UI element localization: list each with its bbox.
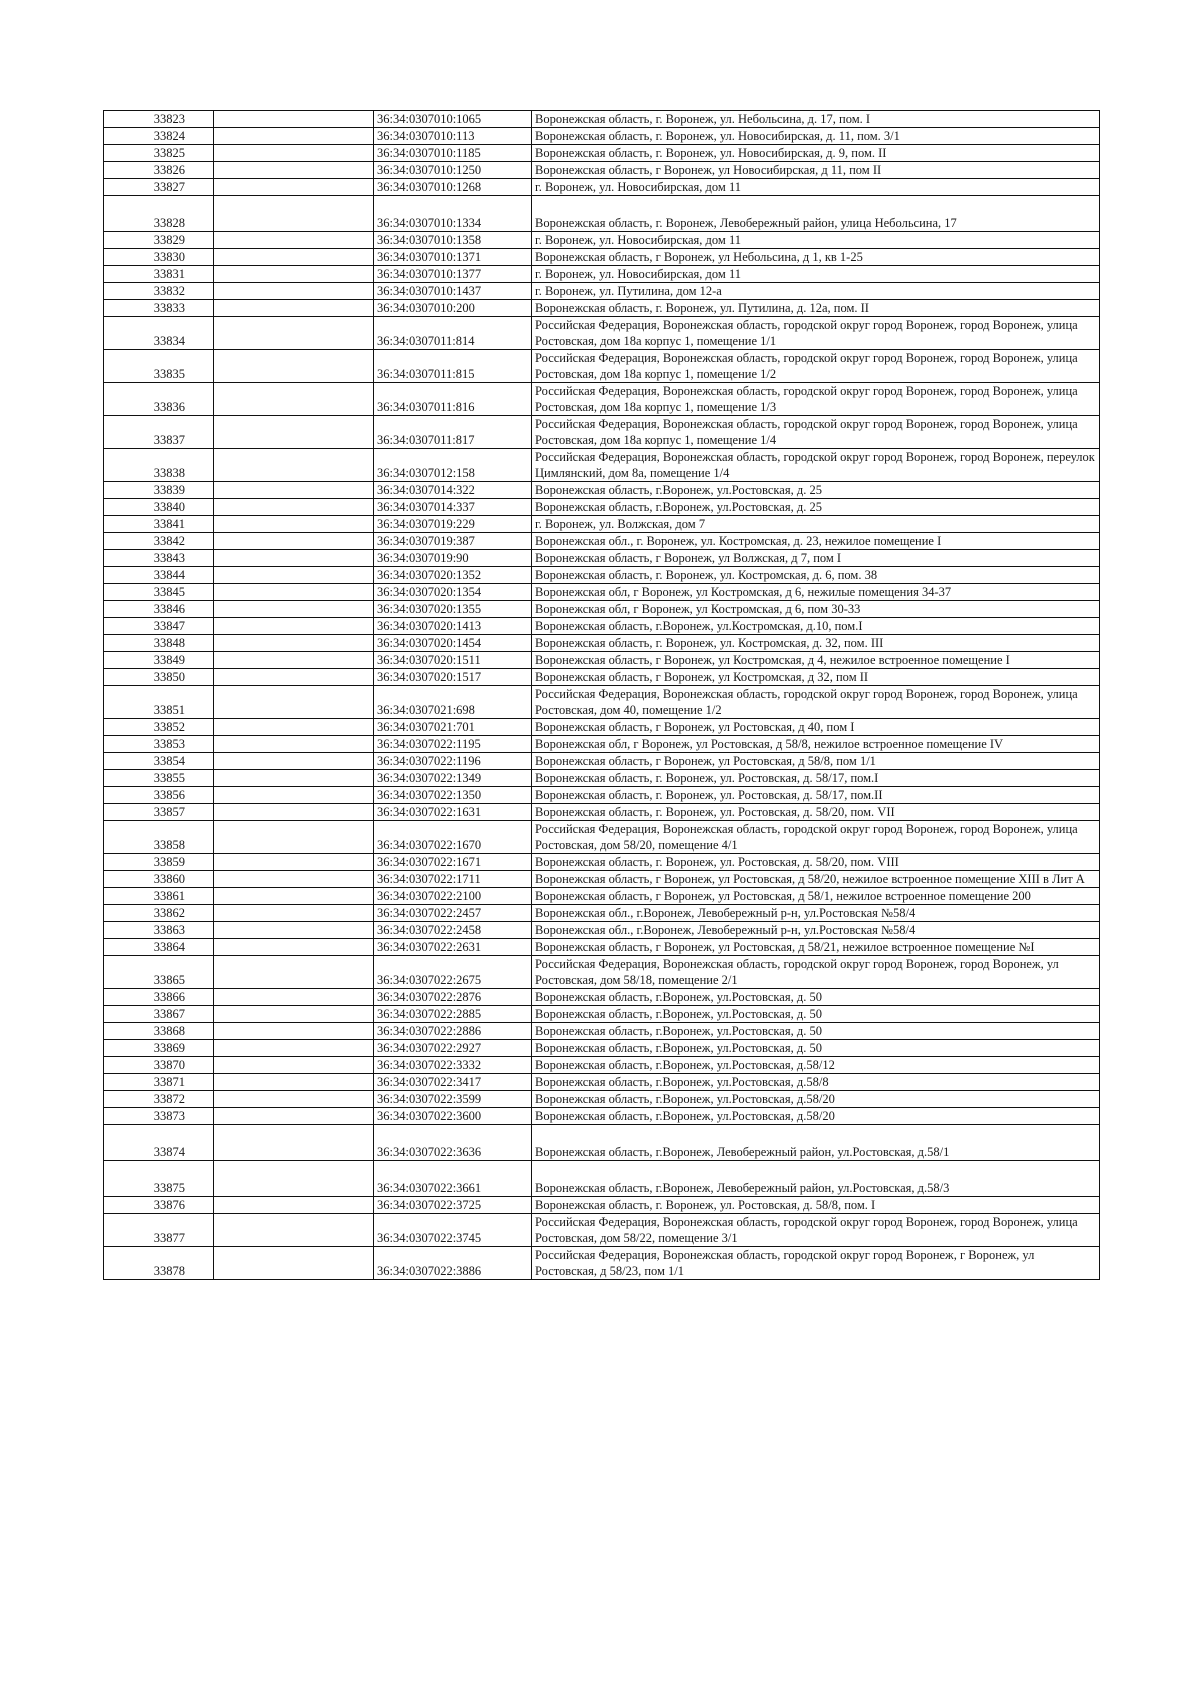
empty-cell (214, 1040, 374, 1057)
row-number-cell: 33872 (104, 1091, 214, 1108)
cadastral-number-cell: 36:34:0307014:322 (374, 482, 532, 499)
empty-cell (214, 1125, 374, 1161)
row-number-cell: 33859 (104, 854, 214, 871)
cadastral-number-cell: 36:34:0307010:1250 (374, 162, 532, 179)
table-row (104, 821, 1100, 854)
row-number-cell: 33855 (104, 770, 214, 787)
cadastral-number-cell: 36:34:0307022:3886 (374, 1247, 532, 1280)
table-row (104, 1247, 1100, 1280)
row-number-cell: 33877 (104, 1214, 214, 1247)
row-number-cell: 33858 (104, 821, 214, 854)
table-row (104, 482, 1100, 499)
row-number-cell: 33870 (104, 1057, 214, 1074)
table-row (104, 871, 1100, 888)
cadastral-number-cell: 36:34:0307014:337 (374, 499, 532, 516)
address-cell: Российская Федерация, Воронежская область, городской округ город Воронеж, город Воронеж, улица Ростовская, дом 18а корпус 1, помещение 1/4 (532, 416, 1100, 449)
row-number-cell: 33841 (104, 516, 214, 533)
cadastral-number-cell: 36:34:0307022:1195 (374, 736, 532, 753)
row-number-cell: 33837 (104, 416, 214, 449)
empty-cell (214, 601, 374, 618)
table-row (104, 533, 1100, 550)
empty-cell (214, 804, 374, 821)
table-row (104, 350, 1100, 383)
empty-cell (214, 922, 374, 939)
row-number-cell: 33847 (104, 618, 214, 635)
empty-cell (214, 635, 374, 652)
row-number-cell: 33826 (104, 162, 214, 179)
row-number-cell: 33845 (104, 584, 214, 601)
address-cell: Воронежская область, г.Воронеж, ул.Ростовская, д. 50 (532, 1040, 1100, 1057)
address-cell: Воронежская область, г. Воронеж, ул. Новосибирская, д. 9, пом. II (532, 145, 1100, 162)
row-number-cell: 33862 (104, 905, 214, 922)
address-cell: Воронежская область, г Воронеж, ул Волжская, д 7, пом I (532, 550, 1100, 567)
address-cell: Российская Федерация, Воронежская область, городской округ город Воронеж, город Воронеж, улица Ростовская, дом 58/22, помещение 3/1 (532, 1214, 1100, 1247)
empty-cell (214, 350, 374, 383)
address-cell: Воронежская область, г. Воронеж, ул. Путилина, д. 12а, пом. II (532, 300, 1100, 317)
cadastral-number-cell: 36:34:0307022:2885 (374, 1006, 532, 1023)
cadastral-number-cell: 36:34:0307010:1377 (374, 266, 532, 283)
address-cell: Воронежская область, г. Воронеж, ул. Небольсина, д. 17, пом. I (532, 111, 1100, 128)
address-cell: Российская Федерация, Воронежская область, городской округ город Воронеж, город Воронеж, улица Ростовская, дом 18а корпус 1, помещение 1/1 (532, 317, 1100, 350)
cadastral-number-cell: 36:34:0307020:1355 (374, 601, 532, 618)
table-row (104, 567, 1100, 584)
empty-cell (214, 686, 374, 719)
address-cell: Российская Федерация, Воронежская область, городской округ город Воронеж, город Воронеж, переулок Цимлянский, дом 8а, помещение 1/4 (532, 449, 1100, 482)
table-row (104, 652, 1100, 669)
empty-cell (214, 770, 374, 787)
cadastral-number-cell: 36:34:0307022:1631 (374, 804, 532, 821)
address-cell: Воронежская область, г. Воронеж, ул. Ростовская, д. 58/17, пом.I (532, 770, 1100, 787)
table-row (104, 804, 1100, 821)
table-row (104, 1125, 1100, 1161)
table-row (104, 383, 1100, 416)
address-cell: г. Воронеж, ул. Волжская, дом 7 (532, 516, 1100, 533)
table-row (104, 317, 1100, 350)
cadastral-number-cell: 36:34:0307022:3599 (374, 1091, 532, 1108)
empty-cell (214, 249, 374, 266)
table-row (104, 939, 1100, 956)
empty-cell (214, 266, 374, 283)
row-number-cell: 33874 (104, 1125, 214, 1161)
empty-cell (214, 787, 374, 804)
cadastral-number-cell: 36:34:0307022:1670 (374, 821, 532, 854)
empty-cell (214, 179, 374, 196)
row-number-cell: 33828 (104, 196, 214, 232)
address-cell: Воронежская область, г Воронеж, ул Ростовская, д 58/21, нежилое встроенное помещение №I (532, 939, 1100, 956)
row-number-cell: 33848 (104, 635, 214, 652)
cadastral-number-cell: 36:34:0307022:3600 (374, 1108, 532, 1125)
address-cell: г. Воронеж, ул. Новосибирская, дом 11 (532, 266, 1100, 283)
empty-cell (214, 871, 374, 888)
row-number-cell: 33868 (104, 1023, 214, 1040)
address-cell: Воронежская область, г.Воронеж, ул.Ростовская, д.58/20 (532, 1091, 1100, 1108)
table-row (104, 128, 1100, 145)
cadastral-number-cell: 36:34:0307022:1349 (374, 770, 532, 787)
empty-cell (214, 533, 374, 550)
address-cell: Воронежская область, г. Воронеж, Левобережный район, улица Небольсина, 17 (532, 196, 1100, 232)
address-cell: г. Воронеж, ул. Новосибирская, дом 11 (532, 179, 1100, 196)
row-number-cell: 33851 (104, 686, 214, 719)
address-cell: Воронежская обл., г. Воронеж, ул. Костромская, д. 23, нежилое помещение I (532, 533, 1100, 550)
empty-cell (214, 516, 374, 533)
table-row (104, 1057, 1100, 1074)
empty-cell (214, 550, 374, 567)
table-row (104, 787, 1100, 804)
address-cell: Российская Федерация, Воронежская область, городской округ город Воронеж, город Воронеж, улица Ростовская, дом 18а корпус 1, помещение 1/3 (532, 383, 1100, 416)
row-number-cell: 33843 (104, 550, 214, 567)
empty-cell (214, 1057, 374, 1074)
address-cell: Воронежская область, г. Воронеж, ул. Костромская, д. 6, пом. 38 (532, 567, 1100, 584)
cadastral-number-cell: 36:34:0307022:2886 (374, 1023, 532, 1040)
address-cell: Российская Федерация, Воронежская область, городской округ город Воронеж, город Воронеж, улица Ростовская, дом 40, помещение 1/2 (532, 686, 1100, 719)
address-cell: Воронежская область, г.Воронеж, Левобережный район, ул.Ростовская, д.58/1 (532, 1125, 1100, 1161)
empty-cell (214, 567, 374, 584)
cadastral-number-cell: 36:34:0307022:2675 (374, 956, 532, 989)
address-cell: Воронежская область, г Воронеж, ул Костромская, д 4, нежилое встроенное помещение I (532, 652, 1100, 669)
table-row (104, 1197, 1100, 1214)
table-row (104, 550, 1100, 567)
address-cell: Воронежская область, г. Воронеж, ул. Ростовская, д. 58/17, пом.II (532, 787, 1100, 804)
empty-cell (214, 145, 374, 162)
empty-cell (214, 196, 374, 232)
address-cell: Воронежская область, г.Воронеж, ул.Ростовская, д.58/20 (532, 1108, 1100, 1125)
cadastral-number-cell: 36:34:0307010:1185 (374, 145, 532, 162)
cadastral-number-cell: 36:34:0307020:1511 (374, 652, 532, 669)
empty-cell (214, 1074, 374, 1091)
cadastral-number-cell: 36:34:0307010:1437 (374, 283, 532, 300)
table-row (104, 989, 1100, 1006)
address-cell: Воронежская область, г Воронеж, ул Небольсина, д 1, кв 1-25 (532, 249, 1100, 266)
table-row (104, 753, 1100, 770)
empty-cell (214, 956, 374, 989)
cadastral-number-cell: 36:34:0307020:1517 (374, 669, 532, 686)
table-row (104, 1108, 1100, 1125)
property-registry-table (103, 110, 1100, 1280)
table-row (104, 854, 1100, 871)
cadastral-number-cell: 36:34:0307019:387 (374, 533, 532, 550)
registry-table-body (104, 111, 1100, 1280)
row-number-cell: 33869 (104, 1040, 214, 1057)
address-cell: Воронежская область, г.Воронеж, ул.Ростовская, д. 50 (532, 1023, 1100, 1040)
cadastral-number-cell: 36:34:0307010:200 (374, 300, 532, 317)
row-number-cell: 33850 (104, 669, 214, 686)
address-cell: Воронежская область, г.Воронеж, ул.Ростовская, д. 25 (532, 482, 1100, 499)
table-row (104, 770, 1100, 787)
row-number-cell: 33844 (104, 567, 214, 584)
table-row (104, 686, 1100, 719)
address-cell: Воронежская обл, г Воронеж, ул Ростовская, д 58/8, нежилое встроенное помещение IV (532, 736, 1100, 753)
table-row (104, 499, 1100, 516)
row-number-cell: 33860 (104, 871, 214, 888)
empty-cell (214, 482, 374, 499)
address-cell: Воронежская обл, г Воронеж, ул Костромская, д 6, нежилые помещения 34-37 (532, 584, 1100, 601)
empty-cell (214, 736, 374, 753)
row-number-cell: 33852 (104, 719, 214, 736)
row-number-cell: 33832 (104, 283, 214, 300)
cadastral-number-cell: 36:34:0307010:1065 (374, 111, 532, 128)
table-row (104, 1074, 1100, 1091)
cadastral-number-cell: 36:34:0307022:3417 (374, 1074, 532, 1091)
cadastral-number-cell: 36:34:0307022:2927 (374, 1040, 532, 1057)
address-cell: Воронежская область, г Воронеж, ул Ростовская, д 58/20, нежилое встроенное помещение XIII в Лит А (532, 871, 1100, 888)
row-number-cell: 33866 (104, 989, 214, 1006)
table-row (104, 1040, 1100, 1057)
address-cell: Российская Федерация, Воронежская область, городской округ город Воронеж, г Воронеж, ул Ростовская, д 58/23, пом 1/1 (532, 1247, 1100, 1280)
address-cell: Воронежская область, г.Воронеж, ул.Ростовская, д. 25 (532, 499, 1100, 516)
cadastral-number-cell: 36:34:0307022:2458 (374, 922, 532, 939)
table-row (104, 516, 1100, 533)
cadastral-number-cell: 36:34:0307010:1358 (374, 232, 532, 249)
table-row (104, 145, 1100, 162)
row-number-cell: 33857 (104, 804, 214, 821)
empty-cell (214, 1197, 374, 1214)
empty-cell (214, 499, 374, 516)
cadastral-number-cell: 36:34:0307010:113 (374, 128, 532, 145)
empty-cell (214, 1023, 374, 1040)
row-number-cell: 33853 (104, 736, 214, 753)
empty-cell (214, 888, 374, 905)
address-cell: Воронежская область, г.Воронеж, Левобережный район, ул.Ростовская, д.58/3 (532, 1161, 1100, 1197)
cadastral-number-cell: 36:34:0307012:158 (374, 449, 532, 482)
table-row (104, 232, 1100, 249)
table-row (104, 1006, 1100, 1023)
row-number-cell: 33867 (104, 1006, 214, 1023)
empty-cell (214, 283, 374, 300)
cadastral-number-cell: 36:34:0307022:1350 (374, 787, 532, 804)
empty-cell (214, 1108, 374, 1125)
row-number-cell: 33878 (104, 1247, 214, 1280)
table-row (104, 416, 1100, 449)
empty-cell (214, 753, 374, 770)
row-number-cell: 33834 (104, 317, 214, 350)
row-number-cell: 33835 (104, 350, 214, 383)
address-cell: Воронежская область, г.Воронеж, ул.Ростовская, д. 50 (532, 1006, 1100, 1023)
row-number-cell: 33831 (104, 266, 214, 283)
address-cell: Воронежская область, г. Воронеж, ул. Ростовская, д. 58/8, пом. I (532, 1197, 1100, 1214)
cadastral-number-cell: 36:34:0307022:3332 (374, 1057, 532, 1074)
empty-cell (214, 162, 374, 179)
address-cell: Воронежская область, г.Воронеж, ул.Ростовская, д.58/8 (532, 1074, 1100, 1091)
row-number-cell: 33865 (104, 956, 214, 989)
empty-cell (214, 128, 374, 145)
address-cell: Воронежская область, г.Воронеж, ул.Ростовская, д. 50 (532, 989, 1100, 1006)
table-row (104, 956, 1100, 989)
empty-cell (214, 232, 374, 249)
row-number-cell: 33861 (104, 888, 214, 905)
empty-cell (214, 652, 374, 669)
row-number-cell: 33838 (104, 449, 214, 482)
row-number-cell: 33871 (104, 1074, 214, 1091)
cadastral-number-cell: 36:34:0307019:90 (374, 550, 532, 567)
table-row (104, 1023, 1100, 1040)
cadastral-number-cell: 36:34:0307011:815 (374, 350, 532, 383)
cadastral-number-cell: 36:34:0307022:1671 (374, 854, 532, 871)
table-row (104, 300, 1100, 317)
empty-cell (214, 317, 374, 350)
cadastral-number-cell: 36:34:0307020:1352 (374, 567, 532, 584)
row-number-cell: 33876 (104, 1197, 214, 1214)
empty-cell (214, 905, 374, 922)
cadastral-number-cell: 36:34:0307021:701 (374, 719, 532, 736)
empty-cell (214, 618, 374, 635)
table-row (104, 1214, 1100, 1247)
empty-cell (214, 989, 374, 1006)
cadastral-number-cell: 36:34:0307022:1196 (374, 753, 532, 770)
cadastral-number-cell: 36:34:0307021:698 (374, 686, 532, 719)
cadastral-number-cell: 36:34:0307022:3661 (374, 1161, 532, 1197)
address-cell: Воронежская область, г. Воронеж, ул. Ростовская, д. 58/20, пом. VIII (532, 854, 1100, 871)
table-row (104, 1161, 1100, 1197)
cadastral-number-cell: 36:34:0307020:1354 (374, 584, 532, 601)
cadastral-number-cell: 36:34:0307011:814 (374, 317, 532, 350)
address-cell: г. Воронеж, ул. Путилина, дом 12-а (532, 283, 1100, 300)
cadastral-number-cell: 36:34:0307020:1454 (374, 635, 532, 652)
row-number-cell: 33830 (104, 249, 214, 266)
empty-cell (214, 449, 374, 482)
row-number-cell: 33836 (104, 383, 214, 416)
address-cell: Воронежская область, г Воронеж, ул Новосибирская, д 11, пом II (532, 162, 1100, 179)
table-row (104, 1091, 1100, 1108)
address-cell: Воронежская область, г Воронеж, ул Ростовская, д 40, пом I (532, 719, 1100, 736)
address-cell: Воронежская обл., г.Воронеж, Левобережный р-н, ул.Ростовская №58/4 (532, 922, 1100, 939)
table-row (104, 449, 1100, 482)
address-cell: Воронежская область, г. Воронеж, ул. Костромская, д. 32, пом. III (532, 635, 1100, 652)
cadastral-number-cell: 36:34:0307011:817 (374, 416, 532, 449)
empty-cell (214, 1091, 374, 1108)
row-number-cell: 33856 (104, 787, 214, 804)
address-cell: Воронежская обл., г.Воронеж, Левобережный р-н, ул.Ростовская №58/4 (532, 905, 1100, 922)
row-number-cell: 33839 (104, 482, 214, 499)
table-row (104, 584, 1100, 601)
table-row (104, 162, 1100, 179)
empty-cell (214, 669, 374, 686)
cadastral-number-cell: 36:34:0307022:3745 (374, 1214, 532, 1247)
row-number-cell: 33849 (104, 652, 214, 669)
table-row (104, 905, 1100, 922)
row-number-cell: 33840 (104, 499, 214, 516)
cadastral-number-cell: 36:34:0307022:3725 (374, 1197, 532, 1214)
empty-cell (214, 821, 374, 854)
cadastral-number-cell: 36:34:0307022:2631 (374, 939, 532, 956)
table-row (104, 669, 1100, 686)
row-number-cell: 33824 (104, 128, 214, 145)
address-cell: Воронежская область, г.Воронеж, ул.Костромская, д.10, пом.I (532, 618, 1100, 635)
address-cell: Воронежская область, г. Воронеж, ул. Ростовская, д. 58/20, пом. VII (532, 804, 1100, 821)
empty-cell (214, 719, 374, 736)
table-row (104, 249, 1100, 266)
address-cell: Российская Федерация, Воронежская область, городской округ город Воронеж, город Воронеж, улица Ростовская, дом 18а корпус 1, помещение 1/2 (532, 350, 1100, 383)
cadastral-number-cell: 36:34:0307022:2457 (374, 905, 532, 922)
row-number-cell: 33873 (104, 1108, 214, 1125)
cadastral-number-cell: 36:34:0307010:1268 (374, 179, 532, 196)
row-number-cell: 33875 (104, 1161, 214, 1197)
table-row (104, 736, 1100, 753)
address-cell: Российская Федерация, Воронежская область, городской округ город Воронеж, город Воронеж, улица Ростовская, дом 58/20, помещение 4/1 (532, 821, 1100, 854)
row-number-cell: 33854 (104, 753, 214, 770)
cadastral-number-cell: 36:34:0307022:1711 (374, 871, 532, 888)
row-number-cell: 33825 (104, 145, 214, 162)
row-number-cell: 33864 (104, 939, 214, 956)
address-cell: г. Воронеж, ул. Новосибирская, дом 11 (532, 232, 1100, 249)
empty-cell (214, 1161, 374, 1197)
cadastral-number-cell: 36:34:0307010:1334 (374, 196, 532, 232)
cadastral-number-cell: 36:34:0307010:1371 (374, 249, 532, 266)
table-row (104, 618, 1100, 635)
cadastral-number-cell: 36:34:0307019:229 (374, 516, 532, 533)
table-row (104, 635, 1100, 652)
address-cell: Воронежская область, г.Воронеж, ул.Ростовская, д.58/12 (532, 1057, 1100, 1074)
row-number-cell: 33823 (104, 111, 214, 128)
empty-cell (214, 1006, 374, 1023)
empty-cell (214, 854, 374, 871)
table-row (104, 719, 1100, 736)
cadastral-number-cell: 36:34:0307020:1413 (374, 618, 532, 635)
address-cell: Воронежская область, г Воронеж, ул Ростовская, д 58/8, пом 1/1 (532, 753, 1100, 770)
empty-cell (214, 383, 374, 416)
empty-cell (214, 416, 374, 449)
table-row (104, 922, 1100, 939)
empty-cell (214, 300, 374, 317)
address-cell: Воронежская область, г. Воронеж, ул. Новосибирская, д. 11, пом. 3/1 (532, 128, 1100, 145)
address-cell: Российская Федерация, Воронежская область, городской округ город Воронеж, город Воронеж, ул Ростовская, дом 58/18, помещение 2/1 (532, 956, 1100, 989)
empty-cell (214, 1214, 374, 1247)
address-cell: Воронежская область, г Воронеж, ул Ростовская, д 58/1, нежилое встроенное помещение 200 (532, 888, 1100, 905)
table-row (104, 196, 1100, 232)
empty-cell (214, 939, 374, 956)
table-row (104, 111, 1100, 128)
cadastral-number-cell: 36:34:0307022:2100 (374, 888, 532, 905)
cadastral-number-cell: 36:34:0307022:3636 (374, 1125, 532, 1161)
row-number-cell: 33827 (104, 179, 214, 196)
address-cell: Воронежская область, г Воронеж, ул Костромская, д 32, пом II (532, 669, 1100, 686)
row-number-cell: 33833 (104, 300, 214, 317)
cadastral-number-cell: 36:34:0307011:816 (374, 383, 532, 416)
empty-cell (214, 584, 374, 601)
empty-cell (214, 1247, 374, 1280)
row-number-cell: 33863 (104, 922, 214, 939)
table-row (104, 179, 1100, 196)
row-number-cell: 33842 (104, 533, 214, 550)
table-row (104, 283, 1100, 300)
cadastral-number-cell: 36:34:0307022:2876 (374, 989, 532, 1006)
table-row (104, 601, 1100, 618)
row-number-cell: 33829 (104, 232, 214, 249)
empty-cell (214, 111, 374, 128)
table-row (104, 266, 1100, 283)
address-cell: Воронежская обл, г Воронеж, ул Костромская, д 6, пом 30-33 (532, 601, 1100, 618)
row-number-cell: 33846 (104, 601, 214, 618)
table-row (104, 888, 1100, 905)
